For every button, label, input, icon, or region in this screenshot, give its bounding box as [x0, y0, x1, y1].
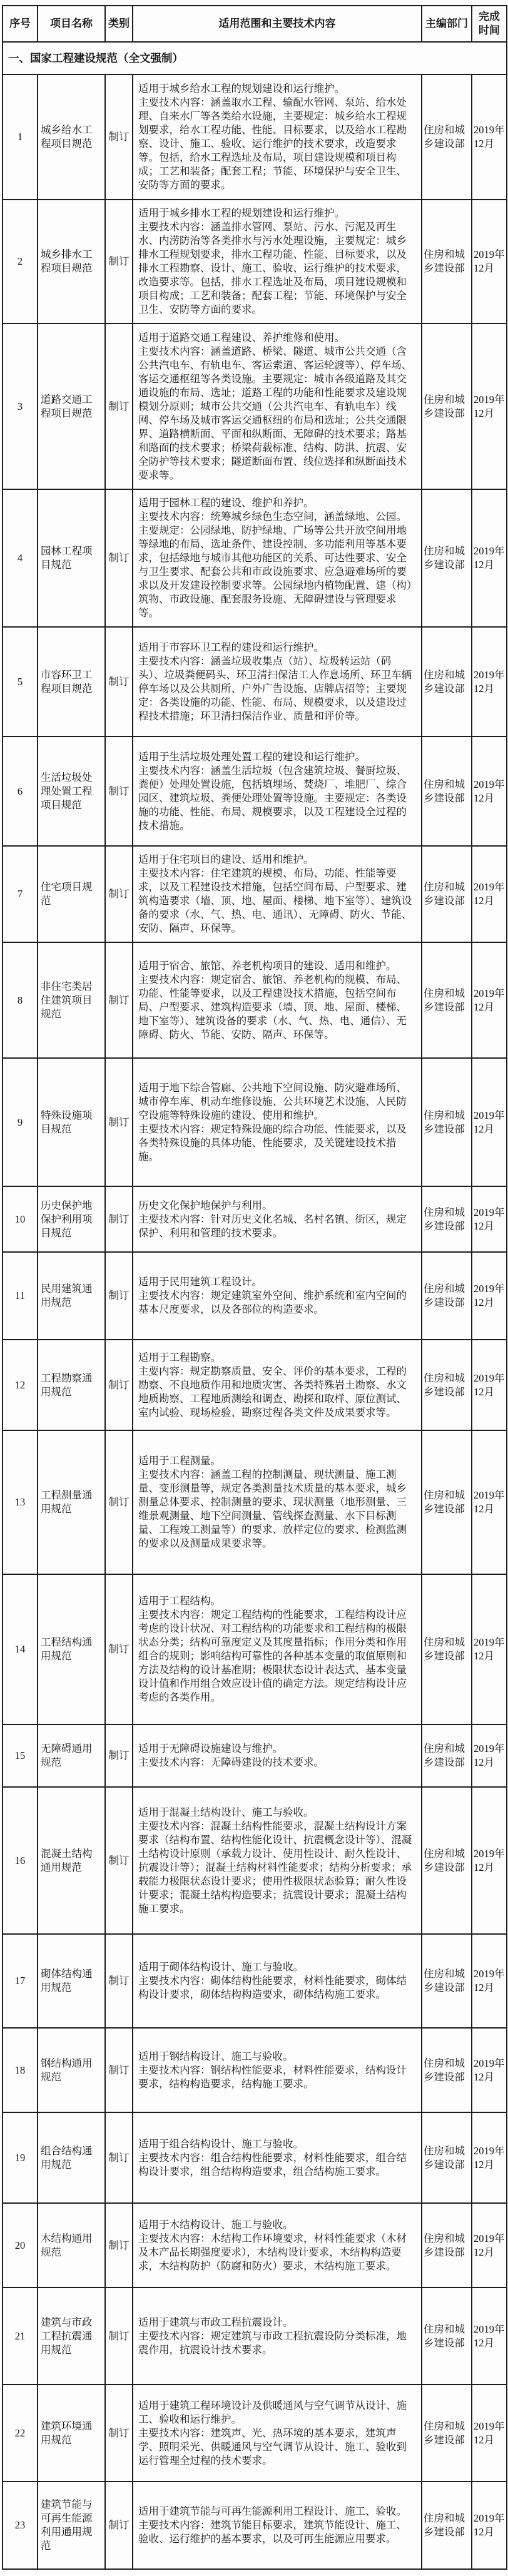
row-index-cell: 1: [3, 74, 38, 200]
scope-paragraph: 主要技术内容：统筹城乡绿色生态空间，涵盖绿地、公园。主要规定：公园绿地、防护绿地、广场等公共开放空间用地等绿地的布局、选址条件、建设控制、多功能利用等基本要求，包括绿地与城市其他功能区的关系、可达性要求、安全与卫生要求、配套公共和市政设施要求、应急避难场所的要求以及开发建设控制要求等。公园绿地内植物配置、建（构）筑物、市政设施、配套服务设施、无障碍建设与管理要求等。: [138, 511, 412, 619]
project-name-cell: 园林工程项目规范: [38, 489, 105, 627]
deadline-cell: 2019年12月: [472, 1430, 507, 1574]
category-cell: 制订: [105, 2112, 133, 2203]
scope-paragraph: 适用于生活垃圾处理处置工程的建设和运行维护。: [138, 750, 365, 763]
scope-cell: [133, 2112, 422, 2203]
scope-paragraph: 主要内容：规定勘察质量、安全、评价的基本要求，工程的勘察、不良地质作用和地质灾害、各类特殊岩土勘察、水文地质勘察、工程地质测绘和调查、勘探和取样、原位测试、室内试验、现场检验、勘察过程各类文件及成果要求等。: [138, 1365, 407, 1418]
table-row: [3, 2385, 507, 2482]
column-header-name: 项目名称: [38, 6, 105, 42]
deadline-cell: 2019年12月: [472, 942, 507, 1058]
project-name-cell: 混凝土结构通用规范: [38, 1787, 105, 1934]
scope-paragraph: 适用于混凝土结构设计、施工与验收。: [138, 1806, 314, 1818]
category-cell: 制订: [105, 846, 133, 942]
department-cell: 住房和城乡建设部: [422, 1787, 472, 1934]
category-cell: 制订: [105, 2203, 133, 2288]
scope-cell: [133, 323, 422, 489]
table-row: [3, 2482, 507, 2569]
scope-cell: [133, 627, 422, 736]
scope-paragraph: 主要技术内容：建筑声、光、热环境的基本要求，建筑声学、照明采光、供暖通风与空气调节从设计、施工、验收到运行管理全过程的技术要求。: [138, 2426, 407, 2467]
deadline-cell: 2019年12月: [472, 1574, 507, 1724]
department-cell: 住房和城乡建设部: [422, 2203, 472, 2288]
row-index-cell: 4: [3, 489, 38, 627]
scope-paragraph: 适用于木结构设计、施工与验收。: [138, 2218, 293, 2231]
row-index-cell: 22: [3, 2385, 38, 2482]
scope-paragraph: 适用于建筑与市政工程抗震设计。: [138, 2316, 293, 2328]
department-cell: 住房和城乡建设部: [422, 1186, 472, 1252]
row-index-cell: 15: [3, 1724, 38, 1787]
table-row: [3, 1574, 507, 1724]
scope-paragraph: 适用于住宅项目的建设、适用和维护。: [138, 853, 314, 865]
scope-cell: [133, 1058, 422, 1186]
scope-paragraph: 主要技术内容：涵盖道路、桥梁、隧道、城市公共交通（含公共汽电车、有轨电车、客运索道、客运轮渡等）、停车场、客运交通枢纽等各类设施。主要规定：城市各级道路及其交通设施的布局、选址；道路工程的功能和性能要求及建设规模划分原则；城市公共交通（公共汽电车、有轨电车）线网、停车场及城市客运交通枢纽的布局和选址；公共交通限界、道路横断面、平面和纵断面、无障碍的技术要求；路基和路面的技术要求；桥梁荷载标准、结构、防洪、抗震、安全防护等技术要求；隧道断面布置、线位选择和纵断面技术要求等。: [138, 345, 412, 481]
scope-paragraph: 适用于工程测量。: [138, 1455, 221, 1467]
scope-paragraph: 适用于城乡给水工程的规划建设和运行维护。: [138, 83, 345, 94]
table-row: [3, 1934, 507, 2028]
category-cell: 制订: [105, 2482, 133, 2569]
scope-paragraph: 适用于民用建筑工程设计。: [138, 1276, 262, 1288]
department-cell: 住房和城乡建设部: [422, 74, 472, 200]
project-name-cell: 建筑节能与可再生能源利用通用规范: [38, 2482, 105, 2569]
scope-paragraph: 主要技术内容：规定特殊设施的综合功能、性能要求，以及各类特殊设施的具体功能、性能要求，及关键建设技术措施。: [138, 1123, 407, 1163]
table-row: [3, 489, 507, 627]
category-cell: 制订: [105, 1430, 133, 1574]
scope-paragraph: 主要技术内容：针对历史文化名城、名村名镇、街区，规定保护、利用和管理的技术要求。: [138, 1213, 407, 1239]
deadline-cell: 2019年12月: [472, 1724, 507, 1787]
department-cell: 住房和城乡建设部: [422, 1058, 472, 1186]
scope-cell: [133, 2385, 422, 2482]
scope-cell: [133, 1787, 422, 1934]
table-header-row: [3, 6, 507, 42]
scope-paragraph: 适用于园林工程的建设、维护和养护。: [138, 497, 314, 509]
scope-paragraph: 主要技术内容：涵盖排水管网、泵站、污水、污泥及再生水、内涝防治等各类排水与污水处理设施，主要规定：城乡排水工程规划要求，排水工程功能、性能、目标要求，以及排水工程勘察、设计、施工、验收、运行维护的技术要求，改造要求等。包括，排水工程选址及布局，项目建设规模和项目构成；工艺和装备；配套工程；节能、环境保护与安全卫生、安防等方面的要求。: [138, 221, 407, 315]
scope-cell: [133, 2288, 422, 2385]
deadline-cell: 2019年12月: [472, 489, 507, 627]
project-name-cell: 工程测量通用规范: [38, 1430, 105, 1574]
project-name-cell: 城乡给水工程项目规范: [38, 74, 105, 200]
scope-paragraph: 适用于无障碍设施建设与维护。: [138, 1743, 283, 1754]
table-row: [3, 323, 507, 489]
deadline-cell: 2019年12月: [472, 200, 507, 323]
scope-paragraph: 主要技术内容：无障碍建设的技术要求。: [138, 1756, 324, 1768]
project-name-cell: 砌体结构通用规范: [38, 1934, 105, 2028]
project-name-cell: 工程结构通用规范: [38, 1574, 105, 1724]
table-row: [3, 1340, 507, 1430]
row-index-cell: 23: [3, 2482, 38, 2569]
scope-cell: [133, 200, 422, 323]
category-cell: 制订: [105, 736, 133, 846]
deadline-cell: 2019年12月: [472, 2028, 507, 2112]
table-row: [3, 942, 507, 1058]
department-cell: 住房和城乡建设部: [422, 942, 472, 1058]
project-name-cell: 城乡排水工程项目规范: [38, 200, 105, 323]
table-row: [3, 2288, 507, 2385]
category-cell: 制订: [105, 1252, 133, 1340]
scope-paragraph: 主要技术内容：规定建筑与市政工程抗震设防分类标准，地震作用，抗震设计技术要求。: [138, 2329, 407, 2356]
category-cell: 制订: [105, 1934, 133, 2028]
category-cell: 制订: [105, 323, 133, 489]
scope-paragraph: 适用于工程勘察。: [138, 1351, 221, 1363]
project-name-cell: 钢结构通用规范: [38, 2028, 105, 2112]
scope-paragraph: 主要技术内容：组合结构性能要求，材料性能要求，组合结构设计要求，组合结构构造要求，组合结构施工要求。: [138, 2151, 407, 2177]
scope-cell: [133, 1340, 422, 1430]
scope-paragraph: 主要技术内容：涵盖生活垃圾（包含建筑垃圾、餐厨垃圾、粪便）处理处置设施，包括填埋场、焚烧厂、堆肥厂、综合园区、建筑垃圾、粪便处理处置等设施。主要规定：各类设施的功能、性能、布局、规模要求，以及工程建设全过程的技术措施。: [138, 764, 407, 832]
project-name-cell: 木结构通用规范: [38, 2203, 105, 2288]
row-index-cell: 21: [3, 2288, 38, 2385]
row-index-cell: 12: [3, 1340, 38, 1430]
category-cell: 制订: [105, 489, 133, 627]
scope-cell: [133, 1430, 422, 1574]
department-cell: 住房和城乡建设部: [422, 1934, 472, 2028]
deadline-cell: 2019年12月: [472, 736, 507, 846]
project-name-cell: 组合结构通用规范: [38, 2112, 105, 2203]
deadline-cell: 2019年12月: [472, 1787, 507, 1934]
row-index-cell: 14: [3, 1574, 38, 1724]
scope-paragraph: 适用于组合结构设计、施工与验收。: [138, 2137, 303, 2150]
project-name-cell: 民用建筑通用规范: [38, 1252, 105, 1340]
table-row: [3, 1724, 507, 1787]
table-row: [3, 74, 507, 200]
row-index-cell: 9: [3, 1058, 38, 1186]
section-header-row: [3, 42, 507, 74]
row-index-cell: 10: [3, 1186, 38, 1252]
scope-paragraph: 主要技术内容：涵盖工程的控制测量、现状测量、施工测量、变形测量等，规定各类测量技术质量的基本要求，城乡测量总体要求、控制测量的要求、现状测量（地形测量、三维景观测量、地下空间测量、管线探查测量、水下目标测量、工程竣工测量等）的要求、放样定位的要求、检测监测的要求以及测量成果要求等。: [138, 1469, 407, 1549]
department-cell: 住房和城乡建设部: [422, 2482, 472, 2569]
scope-paragraph: 主要技术内容：涵盖取水工程、输配水管网、泵站、给水处理、自来水厂等各类给水设施，主要规定：城乡给水工程规划要求，给水工程功能、性能、目标要求，以及给水工程勘察、设计、施工、验收、运行维护的技术要求，改造要求等。包括，给水工程选址及布局，项目建设规模和项目构成；工艺和装备；配套工程；节能、环境保护与安全卫生、安防等方面的要求。: [138, 96, 407, 191]
scope-cell: [133, 846, 422, 942]
column-header-deadline: 完成时间: [472, 6, 507, 42]
scope-cell: [133, 2482, 422, 2569]
table-row: [3, 627, 507, 736]
category-cell: 制订: [105, 200, 133, 323]
table-row: [3, 1058, 507, 1186]
table-row: [3, 2028, 507, 2112]
table-row: [3, 1430, 507, 1574]
row-index-cell: 11: [3, 1252, 38, 1340]
deadline-cell: 2019年12月: [472, 1934, 507, 2028]
category-cell: 制订: [105, 942, 133, 1058]
department-cell: 住房和城乡建设部: [422, 1252, 472, 1340]
deadline-cell: 2019年12月: [472, 2385, 507, 2482]
scope-paragraph: 适用于城乡排水工程的规划建设和运行维护。: [138, 207, 345, 219]
scope-paragraph: 适用于钢结构设计、施工与验收。: [138, 2050, 293, 2062]
column-header-department: 主编部门: [422, 6, 472, 42]
column-header-scope: 适用范围和主要技术内容: [133, 6, 422, 42]
scope-paragraph: 主要技术内容：钢结构性能要求，材料性能要求，结构设计要求，结构构造要求，结构施工要求。: [138, 2064, 407, 2090]
scope-paragraph: 主要技术内容：砌体结构性能要求，材料性能要求，砌体结构设计要求，砌体结构构造要求，砌体结构施工要求。: [138, 1975, 407, 2000]
scope-paragraph: 主要技术内容：涵盖垃圾收集点（站）、垃圾转运站（码头）、垃圾粪便码头、环卫清扫保洁工人作息场所、环卫车辆停车场以及公共厕所、户外广告设施、店牌店招等；主要规定：各类设施的功能、性能、布局、规模要求，以及建设过程技术措施；环卫清扫保洁作业、质量和评价等。: [138, 654, 412, 722]
deadline-cell: 2019年12月: [472, 74, 507, 200]
deadline-cell: 2019年12月: [472, 627, 507, 736]
project-name-cell: 住宅项目规范: [38, 846, 105, 942]
project-name-cell: 建筑环境通用规范: [38, 2385, 105, 2482]
category-cell: 制订: [105, 1574, 133, 1724]
category-cell: 制订: [105, 627, 133, 736]
scope-paragraph: 适用于砌体结构设计、施工与验收。: [138, 1961, 303, 1973]
row-index-cell: 3: [3, 323, 38, 489]
scope-cell: [133, 1252, 422, 1340]
table-row: [3, 1186, 507, 1252]
project-name-cell: 建筑与市政工程抗震通用规范: [38, 2288, 105, 2385]
department-cell: 住房和城乡建设部: [422, 627, 472, 736]
department-cell: 住房和城乡建设部: [422, 846, 472, 942]
department-cell: 住房和城乡建设部: [422, 1340, 472, 1430]
deadline-cell: 2019年12月: [472, 2288, 507, 2385]
deadline-cell: 2019年12月: [472, 1186, 507, 1252]
scope-cell: [133, 74, 422, 200]
table-row: [3, 846, 507, 942]
category-cell: 制订: [105, 2028, 133, 2112]
row-index-cell: 19: [3, 2112, 38, 2203]
scope-cell: [133, 489, 422, 627]
row-index-cell: 2: [3, 200, 38, 323]
scope-paragraph: 适用于建筑工程环境设计及供暖通风与空气调节从设计、施工、验收和运行维护。: [138, 2399, 407, 2425]
row-index-cell: 18: [3, 2028, 38, 2112]
category-cell: 制订: [105, 74, 133, 200]
scope-paragraph: 适用于道路交通工程建设、养护维修和使用。: [138, 331, 345, 344]
scope-cell: [133, 736, 422, 846]
scope-paragraph: 主要技术内容：建筑节能目标要求，建筑节能设计、施工、验收、运行维护的基本要求，以及可再生能源应用要求。: [138, 2519, 407, 2545]
deadline-cell: 2019年12月: [472, 846, 507, 942]
scope-paragraph: 适用于市容环卫工程的建设和运行维护。: [138, 641, 324, 653]
project-name-cell: 历史保护地保护利用项目规范: [38, 1186, 105, 1252]
row-index-cell: 17: [3, 1934, 38, 2028]
project-name-cell: 无障碍通用规范: [38, 1724, 105, 1787]
category-cell: 制订: [105, 1058, 133, 1186]
project-name-cell: 非住宅类居住建筑项目规范: [38, 942, 105, 1058]
deadline-cell: 2019年12月: [472, 323, 507, 489]
project-name-cell: 道路交通工程项目规范: [38, 323, 105, 489]
scope-paragraph: 主要技术内容：规定工程结构的性能要求，工程结构设计应考虑的设计状况、对工程结构的功能要求和工程结构的极限状态分类；结构可靠度定义及其度量指标；作用分类和作用组合的规则；影响结构可靠性的各种基本变量的取值原则和方法及结构的设计基准期；极限状态设计表达式、基本变量设计值和作用组合效应设计值的确定方法。规定结构设计应考虑的各类作用。: [138, 1609, 407, 1703]
category-cell: 制订: [105, 1724, 133, 1787]
department-cell: 住房和城乡建设部: [422, 2288, 472, 2385]
standards-table: [2, 5, 507, 2570]
department-cell: 住房和城乡建设部: [422, 2112, 472, 2203]
deadline-cell: 2019年12月: [472, 2112, 507, 2203]
deadline-cell: 2019年12月: [472, 2482, 507, 2569]
project-name-cell: 市容环卫工程项目规范: [38, 627, 105, 736]
scope-paragraph: 主要技术内容：住宅建筑的规模、布局、功能、性能等要求，以及工程建设技术措施，包括空间布局、户型要求、建筑构造要求（墙、顶、地、屋面、楼梯、地下室等）、建筑设备的要求（水、气、热、电、通讯）、无障碍、防火、节能、安防、隔声、环保等。: [138, 867, 412, 934]
table-row: [3, 1787, 507, 1934]
deadline-cell: 2019年12月: [472, 1340, 507, 1430]
row-index-cell: 7: [3, 846, 38, 942]
table-row: [3, 200, 507, 323]
deadline-cell: 2019年12月: [472, 1058, 507, 1186]
scope-paragraph: 适用于工程结构。: [138, 1595, 221, 1607]
project-name-cell: 生活垃圾处理处置工程项目规范: [38, 736, 105, 846]
department-cell: 住房和城乡建设部: [422, 1724, 472, 1787]
table-row: [3, 736, 507, 846]
scope-cell: [133, 2028, 422, 2112]
section-title: 一、国家工程建设规范（全文强制）: [3, 42, 507, 74]
deadline-cell: 2019年12月: [472, 2203, 507, 2288]
scope-cell: [133, 942, 422, 1058]
scope-cell: [133, 2203, 422, 2288]
category-cell: 制订: [105, 1787, 133, 1934]
scope-paragraph: 主要技术内容：规定宿舍、旅馆、养老机构的规模、布局、功能、性能等要求，以及工程建设技术措施，包括空间布局、户型要求、建筑构造要求（墙、顶、地、屋面、楼梯、地下室等）、建筑设备的要求（水、气、热、电、通信）、无障碍、防火、节能、安防、隔声、环保等。: [138, 973, 407, 1041]
project-name-cell: 工程勘察通用规范: [38, 1340, 105, 1430]
scope-cell: [133, 1934, 422, 2028]
scope-paragraph: 适用于建筑节能与可再生能源利用工程设计、施工、验收。: [138, 2505, 407, 2517]
department-cell: 住房和城乡建设部: [422, 2385, 472, 2482]
category-cell: 制订: [105, 2385, 133, 2482]
scope-paragraph: 历史文化保护地保护与利用。: [138, 1199, 273, 1211]
category-cell: 制订: [105, 2288, 133, 2385]
row-index-cell: 6: [3, 736, 38, 846]
deadline-cell: 2019年12月: [472, 1252, 507, 1340]
table-row: [3, 2203, 507, 2288]
scope-cell: [133, 1186, 422, 1252]
column-header-category: 类别: [105, 6, 133, 42]
category-cell: 制订: [105, 1340, 133, 1430]
project-name-cell: 特殊设施项目规范: [38, 1058, 105, 1186]
table-row: [3, 2112, 507, 2203]
scope-paragraph: 适用于地下综合管廊、公共地下空间设施、防灾避难场所、城市停车库、机动车维修设施、公共环境艺术设施、人民防空设施等特殊设施的建设、使用和维护。: [138, 1081, 407, 1121]
scope-cell: [133, 1574, 422, 1724]
column-header-index: 序号: [3, 6, 38, 42]
department-cell: 住房和城乡建设部: [422, 736, 472, 846]
row-index-cell: 20: [3, 2203, 38, 2288]
department-cell: 住房和城乡建设部: [422, 489, 472, 627]
department-cell: 住房和城乡建设部: [422, 323, 472, 489]
department-cell: 住房和城乡建设部: [422, 2028, 472, 2112]
row-index-cell: 8: [3, 942, 38, 1058]
department-cell: 住房和城乡建设部: [422, 1430, 472, 1574]
row-index-cell: 16: [3, 1787, 38, 1934]
scope-paragraph: 适用于宿舍、旅馆、养老机构项目的建设、适用和维护。: [138, 959, 397, 972]
department-cell: 住房和城乡建设部: [422, 200, 472, 323]
department-cell: 住房和城乡建设部: [422, 1574, 472, 1724]
row-index-cell: 5: [3, 627, 38, 736]
table-row: [3, 1252, 507, 1340]
row-index-cell: 13: [3, 1430, 38, 1574]
scope-paragraph: 主要技术内容：木结构工作环境要求，材料性能要求（木材及木产品长期强度要求），木结构设计要求，木结构构造要求，木结构防护（防腐和防火）要求，木结构施工要求。: [138, 2232, 407, 2272]
scope-paragraph: 主要技术内容：规定建筑室外空间、维护系统和室内空间的基本尺度要求，以及各部位的构造要求。: [138, 1290, 407, 1315]
category-cell: 制订: [105, 1186, 133, 1252]
scope-paragraph: 主要技术内容：混凝土结构性能要求，混凝土结构设计方案要求（结构布置、结构性能化设计、抗震概念设计等）、混凝土结构设计原则（承载力设计、使用性设计、耐久性设计、抗震设计等）；混凝土结构材料性能要求；结构分析要求；承载能力极限状态设计要求；使用性极限状态验算；耐久性设计要求；混凝土结构构造要求；抗震设计要求；混凝土结构施工要求。: [138, 1820, 412, 1915]
scope-cell: [133, 1724, 422, 1787]
